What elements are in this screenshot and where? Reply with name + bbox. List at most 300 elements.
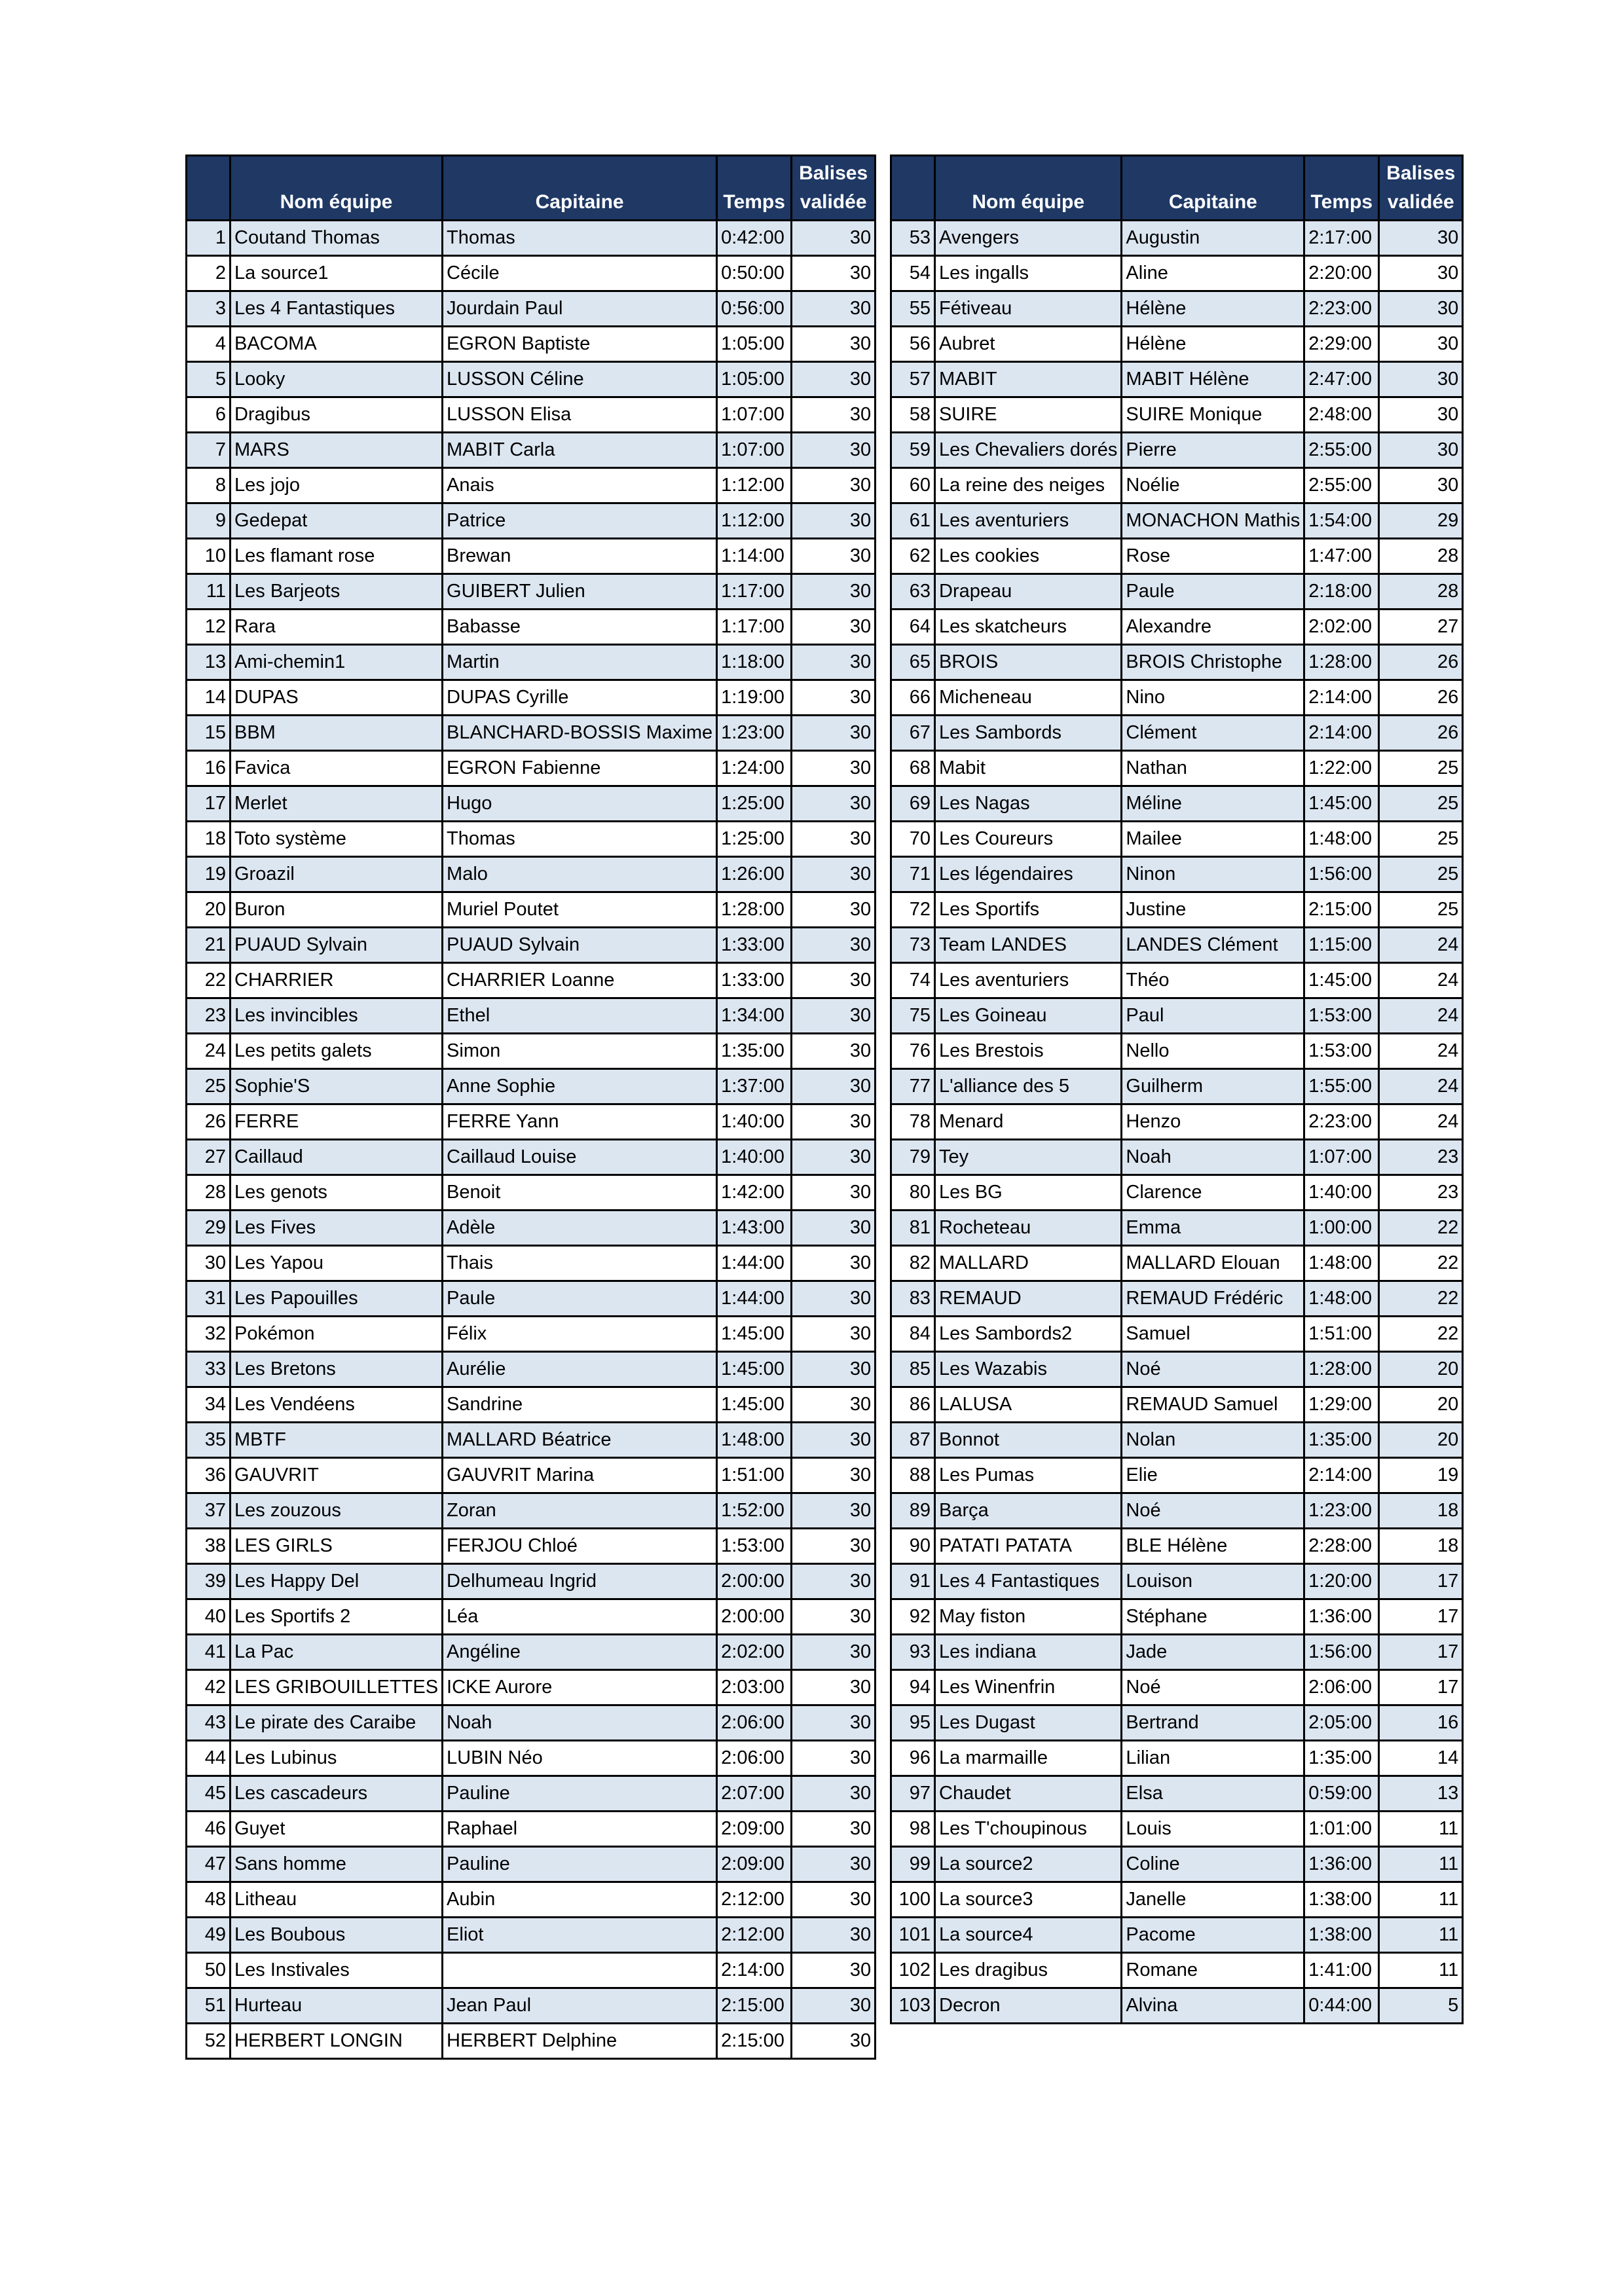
rank-cell: 71 bbox=[891, 857, 935, 892]
rank-cell: 98 bbox=[891, 1812, 935, 1847]
table-row bbox=[187, 503, 876, 539]
captain-cell: BLANCHARD-BOSSIS Maxime bbox=[443, 716, 717, 751]
header-captain: Capitaine bbox=[1122, 156, 1304, 221]
captain-cell: SUIRE Monique bbox=[1122, 397, 1304, 433]
team-cell: Les 4 Fantastiques bbox=[231, 291, 443, 327]
markers-cell: 30 bbox=[792, 610, 876, 645]
team-cell: Les Brestois bbox=[935, 1034, 1122, 1069]
markers-cell: 25 bbox=[1379, 822, 1463, 857]
markers-cell: 20 bbox=[1379, 1352, 1463, 1387]
markers-cell: 30 bbox=[1379, 468, 1463, 503]
table-row bbox=[187, 1776, 876, 1812]
rank-cell: 52 bbox=[187, 2024, 231, 2059]
time-cell: 1:40:00 bbox=[717, 1140, 792, 1175]
time-cell: 0:42:00 bbox=[717, 221, 792, 256]
team-cell: May fiston bbox=[935, 1599, 1122, 1635]
team-cell: Buron bbox=[231, 892, 443, 928]
rank-cell: 5 bbox=[187, 362, 231, 397]
time-cell: 1:53:00 bbox=[1304, 998, 1379, 1034]
captain-cell: Caillaud Louise bbox=[443, 1140, 717, 1175]
captain-cell: Eliot bbox=[443, 1918, 717, 1953]
captain-cell: Delhumeau Ingrid bbox=[443, 1564, 717, 1599]
markers-cell: 25 bbox=[1379, 751, 1463, 786]
table-row bbox=[891, 751, 1463, 786]
table-row bbox=[891, 397, 1463, 433]
markers-cell: 30 bbox=[1379, 291, 1463, 327]
table-row bbox=[187, 680, 876, 716]
rank-cell: 17 bbox=[187, 786, 231, 822]
captain-cell: Thomas bbox=[443, 822, 717, 857]
table-row bbox=[187, 362, 876, 397]
captain-cell: Léa bbox=[443, 1599, 717, 1635]
team-cell: Avengers bbox=[935, 221, 1122, 256]
captain-cell: Augustin bbox=[1122, 221, 1304, 256]
captain-cell: Félix bbox=[443, 1317, 717, 1352]
results-table-right bbox=[890, 155, 1464, 2024]
team-cell: Les Sportifs bbox=[935, 892, 1122, 928]
table-row bbox=[891, 1705, 1463, 1741]
markers-cell: 30 bbox=[792, 327, 876, 362]
rank-cell: 73 bbox=[891, 928, 935, 963]
team-cell: Favica bbox=[231, 751, 443, 786]
table-row bbox=[891, 892, 1463, 928]
rank-cell: 37 bbox=[187, 1493, 231, 1529]
table-row bbox=[187, 1988, 876, 2024]
table-row bbox=[187, 256, 876, 291]
markers-cell: 25 bbox=[1379, 786, 1463, 822]
rank-cell: 89 bbox=[891, 1493, 935, 1529]
rank-cell: 51 bbox=[187, 1988, 231, 2024]
rank-cell: 84 bbox=[891, 1317, 935, 1352]
time-cell: 1:07:00 bbox=[717, 433, 792, 468]
captain-cell: Aurélie bbox=[443, 1352, 717, 1387]
rank-cell: 48 bbox=[187, 1882, 231, 1918]
time-cell: 1:40:00 bbox=[717, 1104, 792, 1140]
team-cell: Caillaud bbox=[231, 1140, 443, 1175]
captain-cell: Nolan bbox=[1122, 1423, 1304, 1458]
team-cell: Hurteau bbox=[231, 1988, 443, 2024]
header-team: Nom équipe bbox=[231, 156, 443, 221]
team-cell: Les Fives bbox=[231, 1211, 443, 1246]
rank-cell: 40 bbox=[187, 1599, 231, 1635]
table-row bbox=[187, 574, 876, 610]
table-row bbox=[891, 1776, 1463, 1812]
team-cell: Les aventuriers bbox=[935, 503, 1122, 539]
captain-cell: Ethel bbox=[443, 998, 717, 1034]
rank-cell: 39 bbox=[187, 1564, 231, 1599]
team-cell: Les dragibus bbox=[935, 1953, 1122, 1988]
header-row bbox=[891, 156, 1463, 221]
rank-cell: 44 bbox=[187, 1741, 231, 1776]
table-row bbox=[187, 1918, 876, 1953]
team-cell: Les indiana bbox=[935, 1635, 1122, 1670]
rank-cell: 2 bbox=[187, 256, 231, 291]
captain-cell: Henzo bbox=[1122, 1104, 1304, 1140]
time-cell: 0:50:00 bbox=[717, 256, 792, 291]
table-row bbox=[187, 1423, 876, 1458]
table-row bbox=[187, 1564, 876, 1599]
rank-cell: 95 bbox=[891, 1705, 935, 1741]
markers-cell: 30 bbox=[792, 963, 876, 998]
time-cell: 1:33:00 bbox=[717, 928, 792, 963]
captain-cell: Noé bbox=[1122, 1670, 1304, 1705]
captain-cell: Thomas bbox=[443, 221, 717, 256]
markers-cell: 18 bbox=[1379, 1493, 1463, 1529]
rank-cell: 45 bbox=[187, 1776, 231, 1812]
time-cell: 1:35:00 bbox=[1304, 1423, 1379, 1458]
rank-cell: 87 bbox=[891, 1423, 935, 1458]
time-cell: 1:17:00 bbox=[717, 610, 792, 645]
captain-cell: Babasse bbox=[443, 610, 717, 645]
header-markers: Balises validée bbox=[792, 156, 876, 221]
rank-cell: 64 bbox=[891, 610, 935, 645]
table-row bbox=[187, 892, 876, 928]
time-cell: 1:45:00 bbox=[717, 1317, 792, 1352]
table-row bbox=[187, 610, 876, 645]
markers-cell: 29 bbox=[1379, 503, 1463, 539]
header-time: Temps bbox=[717, 156, 792, 221]
markers-cell: 28 bbox=[1379, 574, 1463, 610]
rank-cell: 34 bbox=[187, 1387, 231, 1423]
rank-cell: 42 bbox=[187, 1670, 231, 1705]
time-cell: 1:35:00 bbox=[717, 1034, 792, 1069]
markers-cell: 30 bbox=[792, 998, 876, 1034]
table-row bbox=[891, 1175, 1463, 1211]
time-cell: 1:48:00 bbox=[1304, 822, 1379, 857]
table-row bbox=[187, 645, 876, 680]
markers-cell: 30 bbox=[1379, 256, 1463, 291]
rank-cell: 78 bbox=[891, 1104, 935, 1140]
markers-cell: 30 bbox=[792, 1988, 876, 2024]
markers-cell: 30 bbox=[792, 468, 876, 503]
table-row bbox=[891, 1281, 1463, 1317]
rank-cell: 35 bbox=[187, 1423, 231, 1458]
time-cell: 1:17:00 bbox=[717, 574, 792, 610]
team-cell: Ami-chemin1 bbox=[231, 645, 443, 680]
rank-cell: 32 bbox=[187, 1317, 231, 1352]
time-cell: 1:53:00 bbox=[1304, 1034, 1379, 1069]
table-row bbox=[187, 1529, 876, 1564]
markers-cell: 17 bbox=[1379, 1635, 1463, 1670]
table-row bbox=[187, 1953, 876, 1988]
captain-cell: MABIT Carla bbox=[443, 433, 717, 468]
rank-cell: 4 bbox=[187, 327, 231, 362]
markers-cell: 28 bbox=[1379, 539, 1463, 574]
rank-cell: 63 bbox=[891, 574, 935, 610]
team-cell: HERBERT LONGIN bbox=[231, 2024, 443, 2059]
rank-cell: 54 bbox=[891, 256, 935, 291]
table-row bbox=[187, 2024, 876, 2059]
markers-cell: 24 bbox=[1379, 963, 1463, 998]
time-cell: 1:29:00 bbox=[1304, 1387, 1379, 1423]
captain-cell: LUBIN Néo bbox=[443, 1741, 717, 1776]
markers-cell: 30 bbox=[792, 1741, 876, 1776]
rank-cell: 77 bbox=[891, 1069, 935, 1104]
markers-cell: 30 bbox=[792, 680, 876, 716]
captain-cell: Méline bbox=[1122, 786, 1304, 822]
team-cell: Mabit bbox=[935, 751, 1122, 786]
captain-cell: Louison bbox=[1122, 1564, 1304, 1599]
time-cell: 1:35:00 bbox=[1304, 1741, 1379, 1776]
captain-cell: Noé bbox=[1122, 1352, 1304, 1387]
markers-cell: 24 bbox=[1379, 928, 1463, 963]
captain-cell: CHARRIER Loanne bbox=[443, 963, 717, 998]
rank-cell: 85 bbox=[891, 1352, 935, 1387]
header-captain: Capitaine bbox=[443, 156, 717, 221]
captain-cell: LUSSON Elisa bbox=[443, 397, 717, 433]
markers-cell: 30 bbox=[792, 716, 876, 751]
markers-cell: 17 bbox=[1379, 1670, 1463, 1705]
table-row bbox=[187, 1741, 876, 1776]
table-row bbox=[891, 1246, 1463, 1281]
markers-cell: 22 bbox=[1379, 1317, 1463, 1352]
table-row bbox=[891, 1599, 1463, 1635]
team-cell: Les Chevaliers dorés bbox=[935, 433, 1122, 468]
captain-cell: Paule bbox=[443, 1281, 717, 1317]
markers-cell: 11 bbox=[1379, 1918, 1463, 1953]
rank-cell: 57 bbox=[891, 362, 935, 397]
table-row bbox=[187, 433, 876, 468]
markers-cell: 11 bbox=[1379, 1847, 1463, 1882]
table-row bbox=[187, 857, 876, 892]
time-cell: 1:41:00 bbox=[1304, 1953, 1379, 1988]
time-cell: 1:36:00 bbox=[1304, 1599, 1379, 1635]
table-row bbox=[891, 1317, 1463, 1352]
captain-cell: Clarence bbox=[1122, 1175, 1304, 1211]
rank-cell: 102 bbox=[891, 1953, 935, 1988]
time-cell: 2:14:00 bbox=[1304, 1458, 1379, 1493]
table-row bbox=[187, 928, 876, 963]
captain-cell: Alexandre bbox=[1122, 610, 1304, 645]
markers-cell: 30 bbox=[792, 1812, 876, 1847]
captain-cell: Noah bbox=[443, 1705, 717, 1741]
table-row bbox=[187, 468, 876, 503]
rank-cell: 18 bbox=[187, 822, 231, 857]
captain-cell: Coline bbox=[1122, 1847, 1304, 1882]
captain-cell: Guilherm bbox=[1122, 1069, 1304, 1104]
rank-cell: 99 bbox=[891, 1847, 935, 1882]
team-cell: MALLARD bbox=[935, 1246, 1122, 1281]
team-cell: Les Vendéens bbox=[231, 1387, 443, 1423]
team-cell: Micheneau bbox=[935, 680, 1122, 716]
rank-cell: 93 bbox=[891, 1635, 935, 1670]
rank-cell: 62 bbox=[891, 539, 935, 574]
rank-cell: 58 bbox=[891, 397, 935, 433]
table-row bbox=[891, 1847, 1463, 1882]
time-cell: 1:18:00 bbox=[717, 645, 792, 680]
rank-cell: 11 bbox=[187, 574, 231, 610]
time-cell: 2:03:00 bbox=[717, 1670, 792, 1705]
captain-cell: Elsa bbox=[1122, 1776, 1304, 1812]
time-cell: 2:06:00 bbox=[717, 1741, 792, 1776]
team-cell: PUAUD Sylvain bbox=[231, 928, 443, 963]
time-cell: 1:48:00 bbox=[1304, 1246, 1379, 1281]
team-cell: Barça bbox=[935, 1493, 1122, 1529]
captain-cell: Jean Paul bbox=[443, 1988, 717, 2024]
markers-cell: 30 bbox=[792, 1847, 876, 1882]
team-cell: Les Sambords bbox=[935, 716, 1122, 751]
captain-cell: Jade bbox=[1122, 1635, 1304, 1670]
captain-cell: Lilian bbox=[1122, 1741, 1304, 1776]
team-cell: Les Barjeots bbox=[231, 574, 443, 610]
header-time: Temps bbox=[1304, 156, 1379, 221]
team-cell: Les Yapou bbox=[231, 1246, 443, 1281]
table-row bbox=[187, 786, 876, 822]
time-cell: 0:44:00 bbox=[1304, 1988, 1379, 2024]
rank-cell: 76 bbox=[891, 1034, 935, 1069]
captain-cell: GUIBERT Julien bbox=[443, 574, 717, 610]
table-row bbox=[187, 1705, 876, 1741]
table-row bbox=[187, 1211, 876, 1246]
table-row bbox=[891, 963, 1463, 998]
table-row bbox=[187, 1882, 876, 1918]
table-row bbox=[187, 716, 876, 751]
table-row bbox=[891, 1564, 1463, 1599]
markers-cell: 30 bbox=[792, 1352, 876, 1387]
time-cell: 2:47:00 bbox=[1304, 362, 1379, 397]
captain-cell: Mailee bbox=[1122, 822, 1304, 857]
time-cell: 2:15:00 bbox=[1304, 892, 1379, 928]
markers-cell: 30 bbox=[792, 1599, 876, 1635]
rank-cell: 49 bbox=[187, 1918, 231, 1953]
team-cell: Les cascadeurs bbox=[231, 1776, 443, 1812]
rank-cell: 30 bbox=[187, 1246, 231, 1281]
markers-cell: 11 bbox=[1379, 1953, 1463, 1988]
time-cell: 1:51:00 bbox=[717, 1458, 792, 1493]
table-row bbox=[891, 574, 1463, 610]
rank-cell: 19 bbox=[187, 857, 231, 892]
rank-cell: 8 bbox=[187, 468, 231, 503]
markers-cell: 30 bbox=[792, 1281, 876, 1317]
rank-cell: 29 bbox=[187, 1211, 231, 1246]
table-row bbox=[891, 1529, 1463, 1564]
table-row bbox=[187, 998, 876, 1034]
rank-cell: 47 bbox=[187, 1847, 231, 1882]
table-row bbox=[891, 857, 1463, 892]
captain-cell: Louis bbox=[1122, 1812, 1304, 1847]
table-row bbox=[891, 468, 1463, 503]
time-cell: 1:07:00 bbox=[1304, 1140, 1379, 1175]
markers-cell: 30 bbox=[792, 1175, 876, 1211]
markers-cell: 30 bbox=[792, 397, 876, 433]
table-row bbox=[187, 1635, 876, 1670]
time-cell: 1:23:00 bbox=[1304, 1493, 1379, 1529]
time-cell: 1:56:00 bbox=[1304, 1635, 1379, 1670]
table-row bbox=[891, 1458, 1463, 1493]
markers-cell: 30 bbox=[1379, 362, 1463, 397]
markers-cell: 30 bbox=[792, 1069, 876, 1104]
captain-cell: Thais bbox=[443, 1246, 717, 1281]
captain-cell: MONACHON Mathis bbox=[1122, 503, 1304, 539]
rank-cell: 21 bbox=[187, 928, 231, 963]
time-cell: 1:45:00 bbox=[1304, 963, 1379, 998]
team-cell: Les Sambords2 bbox=[935, 1317, 1122, 1352]
rank-cell: 14 bbox=[187, 680, 231, 716]
team-cell: Les Lubinus bbox=[231, 1741, 443, 1776]
time-cell: 1:47:00 bbox=[1304, 539, 1379, 574]
table-row bbox=[891, 998, 1463, 1034]
time-cell: 1:05:00 bbox=[717, 362, 792, 397]
captain-cell: Nello bbox=[1122, 1034, 1304, 1069]
table-row bbox=[891, 503, 1463, 539]
rank-cell: 31 bbox=[187, 1281, 231, 1317]
captain-cell: GAUVRIT Marina bbox=[443, 1458, 717, 1493]
rank-cell: 55 bbox=[891, 291, 935, 327]
time-cell: 1:00:00 bbox=[1304, 1211, 1379, 1246]
team-cell: Coutand Thomas bbox=[231, 221, 443, 256]
rank-cell: 9 bbox=[187, 503, 231, 539]
rank-cell: 50 bbox=[187, 1953, 231, 1988]
rank-cell: 82 bbox=[891, 1246, 935, 1281]
markers-cell: 23 bbox=[1379, 1140, 1463, 1175]
captain-cell: PUAUD Sylvain bbox=[443, 928, 717, 963]
table-row bbox=[891, 1635, 1463, 1670]
table-row bbox=[891, 786, 1463, 822]
captain-cell bbox=[443, 1953, 717, 1988]
rank-cell: 3 bbox=[187, 291, 231, 327]
rank-cell: 13 bbox=[187, 645, 231, 680]
table-row bbox=[187, 1317, 876, 1352]
rank-cell: 43 bbox=[187, 1705, 231, 1741]
time-cell: 1:36:00 bbox=[1304, 1847, 1379, 1882]
captain-cell: Elie bbox=[1122, 1458, 1304, 1493]
table-row bbox=[891, 1493, 1463, 1529]
header-rank bbox=[187, 156, 231, 221]
team-cell: Tey bbox=[935, 1140, 1122, 1175]
captain-cell: Emma bbox=[1122, 1211, 1304, 1246]
markers-cell: 30 bbox=[792, 786, 876, 822]
captain-cell: Simon bbox=[443, 1034, 717, 1069]
captain-cell: Nino bbox=[1122, 680, 1304, 716]
table-body bbox=[891, 221, 1463, 2024]
markers-cell: 30 bbox=[792, 1493, 876, 1529]
captain-cell: Noélie bbox=[1122, 468, 1304, 503]
markers-cell: 30 bbox=[1379, 397, 1463, 433]
team-cell: La source1 bbox=[231, 256, 443, 291]
team-cell: MABIT bbox=[935, 362, 1122, 397]
markers-cell: 30 bbox=[792, 822, 876, 857]
markers-cell: 30 bbox=[792, 1529, 876, 1564]
rank-cell: 100 bbox=[891, 1882, 935, 1918]
markers-cell: 30 bbox=[792, 892, 876, 928]
markers-cell: 30 bbox=[792, 1458, 876, 1493]
markers-cell: 14 bbox=[1379, 1741, 1463, 1776]
table-row bbox=[891, 1352, 1463, 1387]
table-row bbox=[891, 1211, 1463, 1246]
time-cell: 2:12:00 bbox=[717, 1918, 792, 1953]
table-row bbox=[187, 1069, 876, 1104]
time-cell: 1:28:00 bbox=[1304, 645, 1379, 680]
table-row bbox=[891, 1423, 1463, 1458]
header-team: Nom équipe bbox=[935, 156, 1122, 221]
team-cell: Dragibus bbox=[231, 397, 443, 433]
markers-cell: 17 bbox=[1379, 1564, 1463, 1599]
rank-cell: 53 bbox=[891, 221, 935, 256]
time-cell: 2:12:00 bbox=[717, 1882, 792, 1918]
rank-cell: 88 bbox=[891, 1458, 935, 1493]
table-row bbox=[187, 751, 876, 786]
captain-cell: Justine bbox=[1122, 892, 1304, 928]
rank-cell: 66 bbox=[891, 680, 935, 716]
time-cell: 1:52:00 bbox=[717, 1493, 792, 1529]
time-cell: 1:33:00 bbox=[717, 963, 792, 998]
table-row bbox=[891, 1140, 1463, 1175]
rank-cell: 81 bbox=[891, 1211, 935, 1246]
table-body bbox=[187, 221, 876, 2059]
table-row bbox=[891, 645, 1463, 680]
rank-cell: 94 bbox=[891, 1670, 935, 1705]
captain-cell: Hugo bbox=[443, 786, 717, 822]
